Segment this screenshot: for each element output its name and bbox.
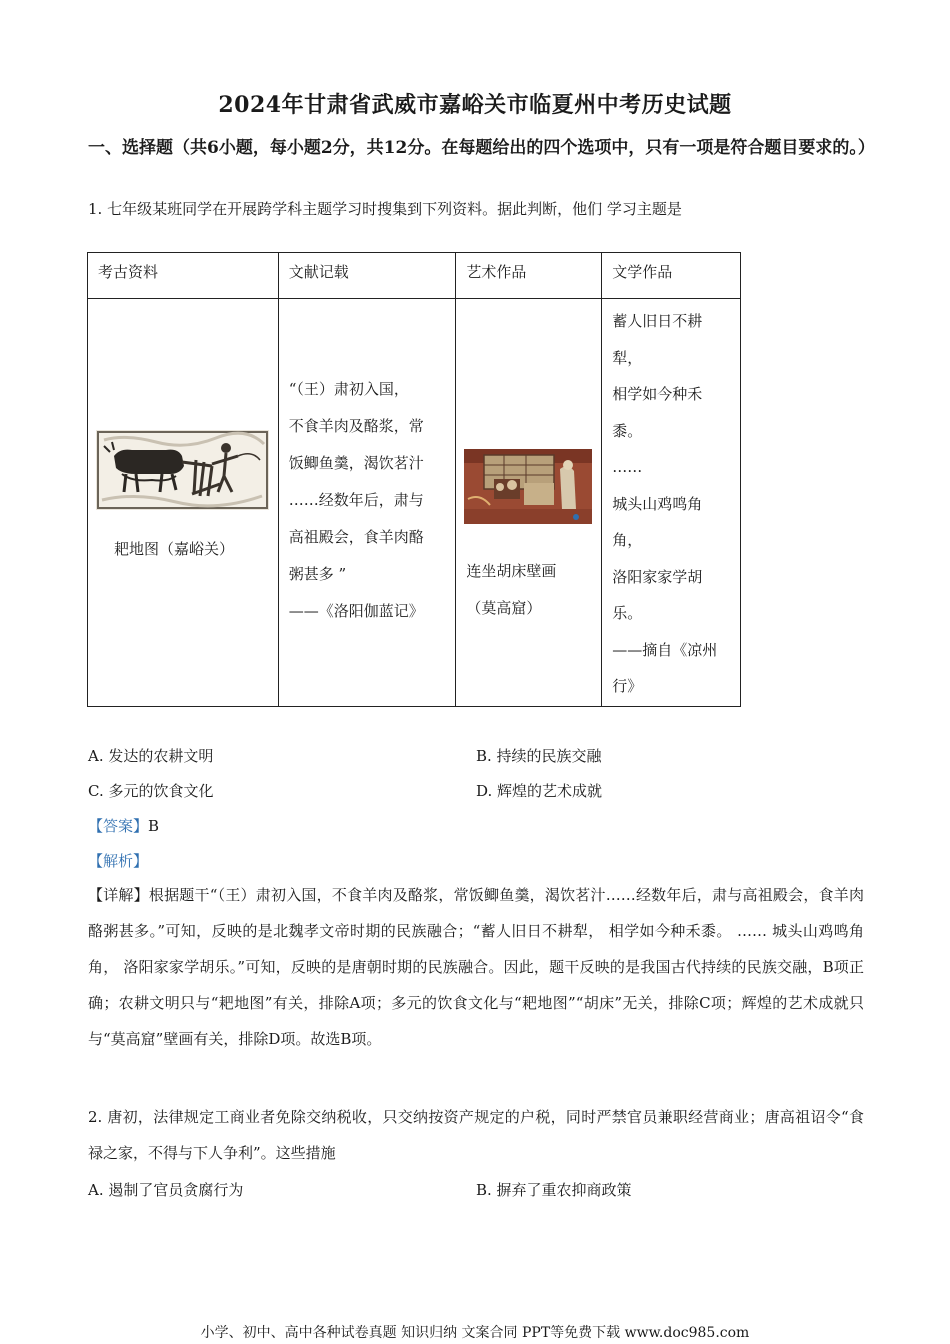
q1-option-d[interactable]: D. 辉煌的艺术成就: [476, 782, 603, 800]
table-header-art: 艺术作品: [456, 253, 602, 299]
table-header-literature: 文学作品: [602, 253, 741, 299]
page-footer: 小学、初中、高中各种试卷真题 知识归纳 文案合同 PPT等免费下载 www.doc985.com: [200, 1325, 750, 1341]
question-1-stem: 1. 七年级某班同学在开展跨学科主题学习时搜集到下列资料。据此判断，他们 学习主题是: [88, 200, 682, 218]
art-caption: 连坐胡床壁画 （莫高窟）: [466, 562, 557, 617]
q1-option-a[interactable]: A. 发达的农耕文明: [88, 747, 214, 765]
q1-answer: [88, 815, 159, 837]
table-cell-art: [456, 299, 602, 707]
mogao-mural-illustration: [464, 449, 592, 524]
answer-label: 【答案】: [88, 817, 149, 835]
plowing-mural-image: [96, 430, 269, 510]
table-cell-archaeology: [88, 299, 279, 707]
q2-option-b[interactable]: B. 摒弃了重农抑商政策: [476, 1181, 632, 1199]
answer-value: B: [148, 817, 160, 835]
table-cell-literature: [602, 299, 741, 707]
mogao-mural-image: [464, 449, 592, 524]
section-heading: 一、选择题（共6小题，每小题2分，共12分。在每题给出的四个选项中，只有一项是符合题目要求的。）: [88, 138, 875, 158]
page-title: 2024年甘肃省武威市嘉峪关市临夏州中考历史试题: [218, 92, 732, 118]
q1-detail: 【详解】根据题干“（王）肃初入国，不食羊肉及酪浆，常饭鲫鱼羹，渴饮茗汁……经数年后，肃与高祖殿会，食羊肉酪粥甚多。”可知，反映的是北魏孝文帝时期的民族融合；“蓄人旧日不耕犁， 相学如今种禾黍。 …… 城头山鸡鸣角角， 洛阳家家学胡乐。”可知，反映的是唐朝时期的民族融合。因此，题干反映的是我国古代持续的民族交融，B项正确；农耕文明只与“耙地图”有关，排除A项；多元的饮食文化与“耙地图”“胡床”无关，排除C项；辉煌的艺术成就只与“莫高窟”壁画有关，排除D项。故选B项。: [88, 886, 864, 1048]
q1-option-b[interactable]: B. 持续的民族交融: [476, 747, 602, 765]
source-table: [87, 252, 741, 707]
question-2-stem: 2. 唐初，法律规定工商业者免除交纳税收，只交纳按资产规定的户税，同时严禁官员兼职经营商业；唐高祖诏令“食禄之家，不得与下人争利”。这些措施: [88, 1108, 864, 1162]
analysis-label: 【解析】: [88, 852, 149, 870]
q1-option-c[interactable]: C. 多元的饮食文化: [88, 782, 214, 800]
archaeology-caption: 耙地图（嘉峪关）: [114, 540, 235, 558]
plowing-mural-illustration: [96, 430, 269, 510]
table-header-archaeology: 考古资料: [88, 253, 279, 299]
q2-option-a[interactable]: A. 遏制了官员贪腐行为: [88, 1181, 244, 1199]
table-cell-documents: [278, 299, 456, 707]
literature-poem: 蓄人旧日不耕 犁， 相学如今种禾 黍。 …… 城头山鸡鸣角 角， 洛阳家家学胡 乐。 ——摘自《凉州 行》: [612, 312, 718, 695]
table-header-documents: 文献记载: [278, 253, 456, 299]
document-quote: “（王）肃初入国， 不食羊肉及酪浆，常 饭鲫鱼羹，渴饮茗汁 ……经数年后，肃与 高祖殿会，食羊肉酪 粥甚多 ” ——《洛阳伽蓝记》: [288, 380, 424, 620]
